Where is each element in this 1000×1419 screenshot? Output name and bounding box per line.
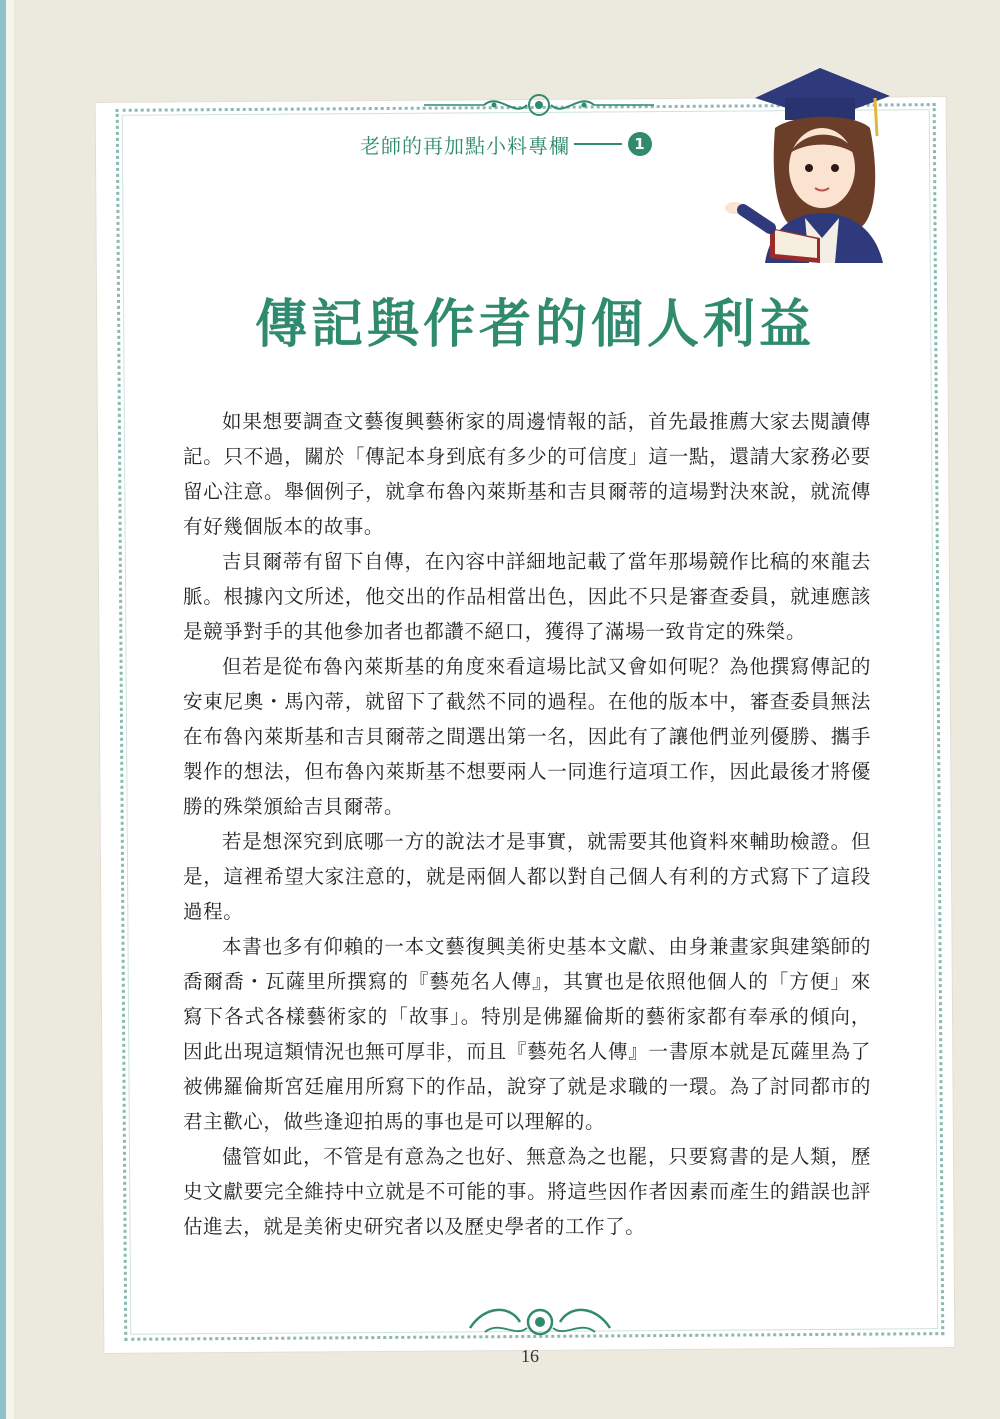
column-header bbox=[360, 128, 652, 160]
book-spine-edge bbox=[0, 0, 14, 1419]
column-title-rule bbox=[574, 143, 622, 145]
paragraph: 如果想要調查文藝復興藝術家的周邊情報的話，首先最推薦大家去閱讀傳記。只不過，關於「傳記本身到底有多少的可信度」這一點，還請大家務必要留心注意。舉個例子，就拿布魯內萊斯基和吉貝爾蒂的這場對決來說，就流傳有好幾個版本的故事。 bbox=[183, 410, 871, 538]
top-ornament-icon bbox=[424, 90, 654, 120]
column-number-badge: 1 bbox=[628, 132, 652, 156]
column-title: 老師的再加點小料專欄 bbox=[360, 133, 570, 158]
teacher-illustration-icon bbox=[725, 58, 905, 263]
paragraph: 若是想深究到底哪一方的說法才是事實，就需要其他資料來輔助檢證。但是，這裡希望大家注意的，就是兩個人都以對自己個人有利的方式寫下了這段過程。 bbox=[183, 830, 871, 923]
article-title: 傳記與作者的個人利益 bbox=[254, 295, 815, 355]
page-number: 16 bbox=[521, 1346, 539, 1366]
paragraph: 本書也多有仰賴的一本文藝復興美術史基本文獻、由身兼畫家與建築師的喬爾喬・瓦薩里所撰寫的『藝苑名人傳』，其實也是依照他個人的「方便」來寫下各式各樣藝術家的「故事」。特別是佛羅倫斯的藝術家都有奉承的傾向，因此出現這類情況也無可厚非，而且『藝苑名人傳』一書原本就是瓦薩里為了被佛羅倫斯宮廷雇用所寫下的作品，說穿了就是求職的一環。為了討同都市的君主歡心，做些逢迎拍馬的事也是可以理解的。 bbox=[183, 935, 871, 1133]
paragraph: 儘管如此，不管是有意為之也好、無意為之也罷，只要寫書的是人類，歷史文獻要完全維持中立就是不可能的事。將這些因作者因素而產生的錯誤也評估進去，就是美術史研究者以及歷史學者的工作了。 bbox=[183, 1145, 871, 1238]
paragraph: 但若是從布魯內萊斯基的角度來看這場比試又會如何呢？為他撰寫傳記的安東尼奧・馬內蒂，就留下了截然不同的過程。在他的版本中，審查委員無法在布魯內萊斯基和吉貝爾蒂之間選出第一名，因此有了讓他們並列優勝、攜手製作的想法，但布魯內萊斯基不想要兩人一同進行這項工作，因此最後才將優勝的殊榮頒給吉貝爾蒂。 bbox=[183, 655, 871, 818]
article-body bbox=[183, 404, 871, 1244]
paragraph: 吉貝爾蒂有留下自傳，在內容中詳細地記載了當年那場競作比稿的來龍去脈。根據內文所述，他交出的作品相當出色，因此不只是審查委員，就連應該是競爭對手的其他參加者也都讚不絕口，獲得了滿場一致肯定的殊榮。 bbox=[183, 550, 871, 643]
bottom-ornament-icon bbox=[465, 1300, 615, 1340]
